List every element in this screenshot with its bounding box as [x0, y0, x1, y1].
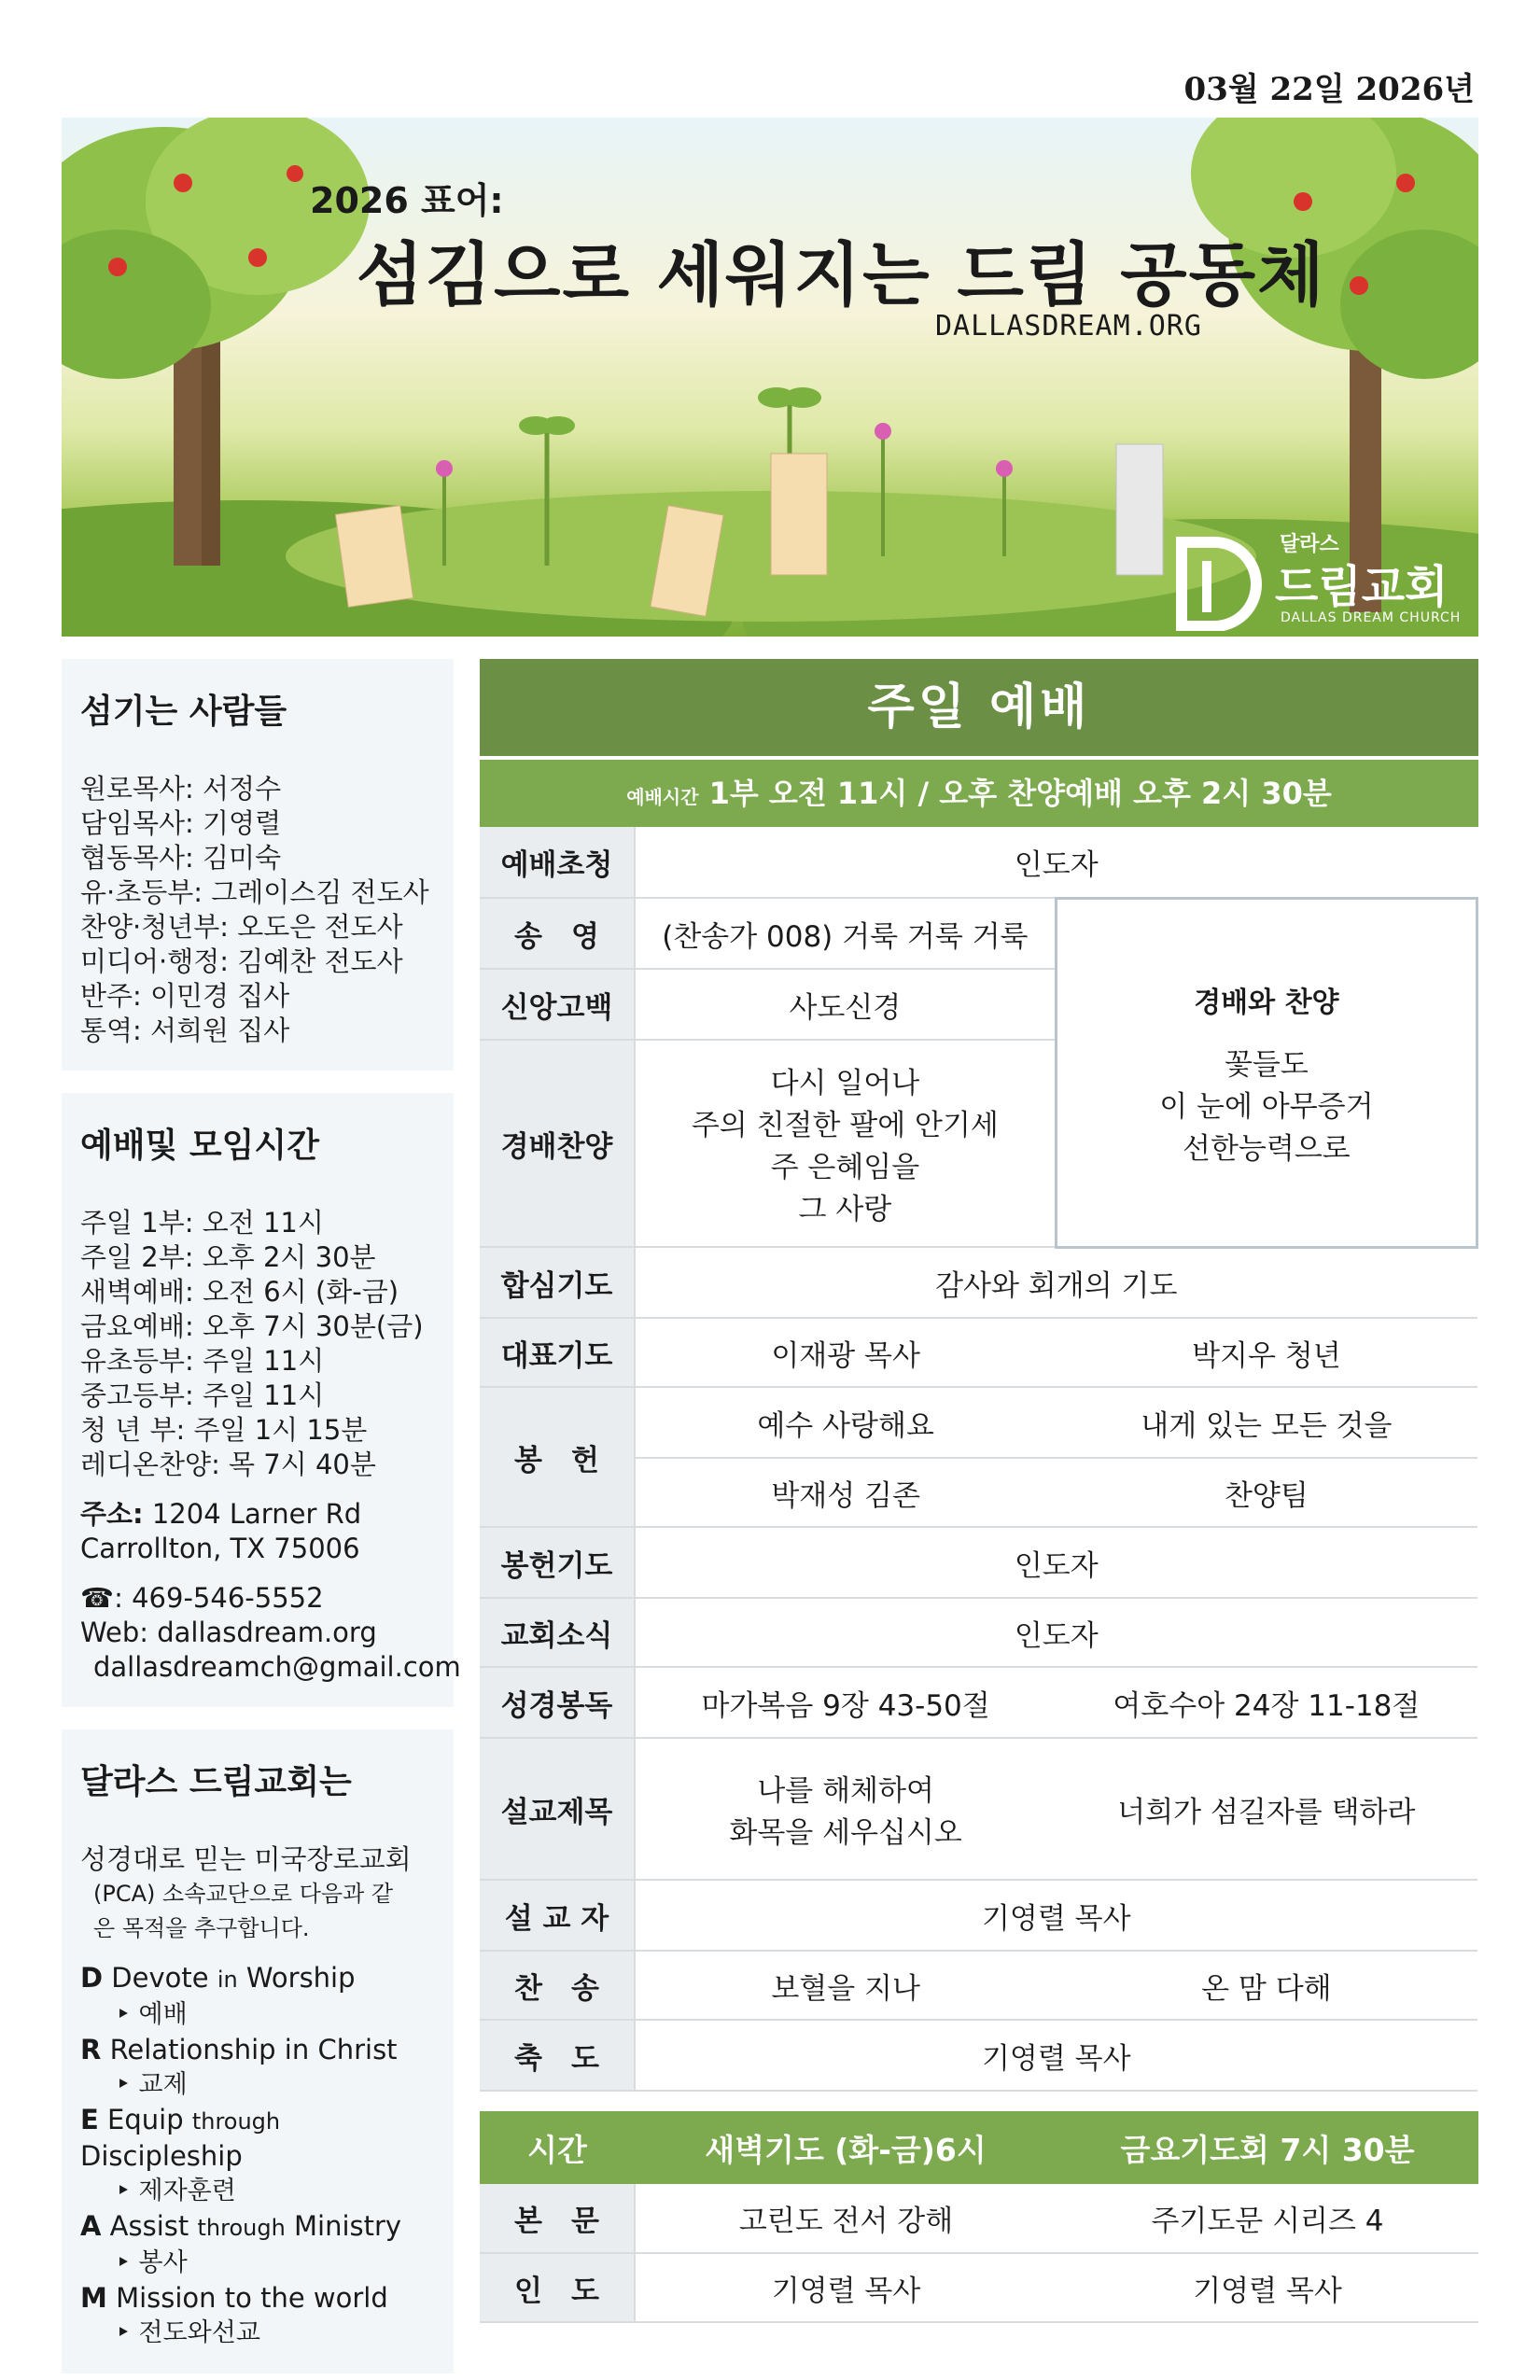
server-line: 미디어·행정: 김예찬 전도사	[80, 945, 403, 977]
about-box	[62, 1729, 454, 2373]
prayer-schedule	[480, 2111, 1478, 2323]
about-title: 달라스 드림교회는	[80, 1763, 352, 1801]
address-city: Carrollton, TX 75006	[80, 1533, 360, 1564]
purpose-ko-a: ‣ 봉사	[116, 2248, 188, 2277]
table-row: 축 도 기영렬 목사	[480, 2020, 1477, 2091]
server-line: 찬양·청년부: 오도은 전도사	[80, 911, 403, 943]
logo-d-icon	[1163, 528, 1266, 631]
table-header-row: 시간 새벽기도 (화-금)6시 금요기도회 7시 30분	[480, 2111, 1478, 2184]
logo-small-text: 달라스	[1280, 533, 1339, 556]
service-time-label: 예배시간	[626, 786, 699, 808]
motto-title: 섬김으로 세워지는 드림 공동체	[357, 235, 1326, 315]
table-row: 예배초청 인도자	[480, 827, 1477, 898]
time-line: 청 년 부: 주일 1시 15분	[80, 1414, 368, 1446]
about-text: (PCA) 소속교단으로 다음과 같	[93, 1881, 394, 1907]
table-row: 봉 헌 예수 사랑해요 내게 있는 모든 것을	[480, 1387, 1477, 1458]
address-label: 주소:	[80, 1498, 144, 1530]
email-address[interactable]: dallasdreamch@gmail.com	[93, 1651, 461, 1683]
service-order-table	[480, 827, 1478, 2092]
table-row: 대표기도 이재광 목사 박지우 청년	[480, 1318, 1477, 1387]
motto-label: 2026 표어:	[310, 180, 504, 221]
sunday-service	[480, 659, 1478, 2092]
address-line	[80, 1497, 435, 1532]
table-row: 찬 송 보혈을 지나 온 맘 다해	[480, 1951, 1477, 2020]
server-line: 원로목사: 서정수	[80, 773, 282, 805]
service-title: 주일 예배	[480, 659, 1478, 756]
servers-box	[62, 659, 454, 1071]
table-row: 본 문 고린도 전서 강해 주기도문 시리즈 4	[480, 2184, 1478, 2253]
about-text: 성경대로 믿는 미국장로교회	[80, 1843, 412, 1875]
address-street: 1204 Larner Rd	[151, 1498, 362, 1530]
time-line: 금요예배: 오후 7시 30분(금)	[80, 1310, 424, 1342]
sidebar	[62, 659, 461, 2380]
purpose-ko-d: ‣ 예배	[116, 2000, 188, 2029]
logo-main-text: 드림교회	[1275, 561, 1449, 613]
time-line: 유초등부: 주일 11시	[80, 1345, 325, 1377]
bulletin-date: 03월 22일 2026년	[1183, 71, 1475, 108]
purpose-ko-e: ‣ 제자훈련	[116, 2177, 236, 2205]
table-row: 신앙고백 사도신경	[480, 969, 1477, 1040]
time-line: 중고등부: 주일 11시	[80, 1379, 325, 1411]
server-line: 유·초등부: 그레이스김 전도사	[80, 876, 429, 908]
church-logo	[1163, 528, 1462, 631]
times-box	[62, 1093, 461, 1707]
time-line: 주일 2부: 오후 2시 30분	[80, 1241, 376, 1273]
table-row: 합심기도 감사와 회개의 기도	[480, 1247, 1477, 1318]
server-line: 반주: 이민경 집사	[80, 980, 290, 1012]
table-row: 설교제목 나를 해체하여 화목을 세우십시오 너희가 섬길자를 택하라	[480, 1738, 1477, 1880]
web-address[interactable]: Web: dallasdream.org	[80, 1617, 377, 1648]
purpose-item-a: A Assist through Ministry	[80, 2210, 402, 2242]
table-row: 경배찬양 다시 일어나 주의 친절한 팔에 안기세 주 은혜임을 그 사랑	[480, 1040, 1477, 1247]
prayer-schedule-table	[480, 2111, 1478, 2323]
phone-number: ☎: 469-546-5552	[80, 1582, 324, 1614]
server-line: 담임목사: 기영렬	[80, 807, 282, 839]
table-row: 교회소식 인도자	[480, 1598, 1477, 1667]
table-row: 봉헌기도 인도자	[480, 1527, 1477, 1598]
purpose-ko-r: ‣ 교제	[116, 2070, 188, 2099]
praise-box: 경배와 찬양 꽃들도 이 눈에 아무증거 선한능력으로	[1056, 898, 1477, 1247]
about-text: 은 목적을 추구합니다.	[93, 1915, 310, 1941]
times-title: 예배및 모임시간	[80, 1127, 319, 1165]
service-time-text: 1부 오전 11시 / 오후 찬양예배 오후 2시 30분	[708, 776, 1332, 811]
purpose-item-d: D Devote in Worship	[80, 1962, 356, 1994]
table-row: 박재성 김존 찬양팀	[480, 1458, 1477, 1527]
table-row: 성경봉독 마가복음 9장 43-50절 여호수아 24장 11-18절	[480, 1667, 1477, 1738]
purpose-item-m: M Mission to the world	[80, 2282, 388, 2314]
service-time	[480, 760, 1478, 827]
purpose-ko-m: ‣ 전도와선교	[116, 2318, 260, 2347]
banner	[62, 118, 1478, 637]
table-row: 인 도 기영렬 목사 기영렬 목사	[480, 2253, 1478, 2322]
time-line: 레디온찬양: 목 7시 40분	[80, 1449, 376, 1480]
purpose-item-r: R Relationship in Christ	[80, 2034, 398, 2065]
server-line: 통역: 서희원 집사	[80, 1015, 290, 1046]
time-line: 주일 1부: 오전 11시	[80, 1207, 324, 1239]
table-row: 송 영 (찬송가 008) 거룩 거룩 거룩 경배와 찬양 꽃들도 이 눈에 아무증거 선한능력으로	[480, 898, 1477, 969]
servers-title: 섬기는 사람들	[80, 693, 287, 731]
website-url: DALLASDREAM.ORG	[935, 310, 1202, 343]
purpose-item-e: E Equip through Discipleship	[80, 2104, 281, 2172]
logo-english-text: DALLAS DREAM CHURCH	[1281, 610, 1462, 625]
table-row: 설 교 자 기영렬 목사	[480, 1880, 1477, 1951]
time-line: 새벽예배: 오전 6시 (화-금)	[80, 1276, 399, 1308]
server-line: 협동목사: 김미숙	[80, 842, 282, 874]
